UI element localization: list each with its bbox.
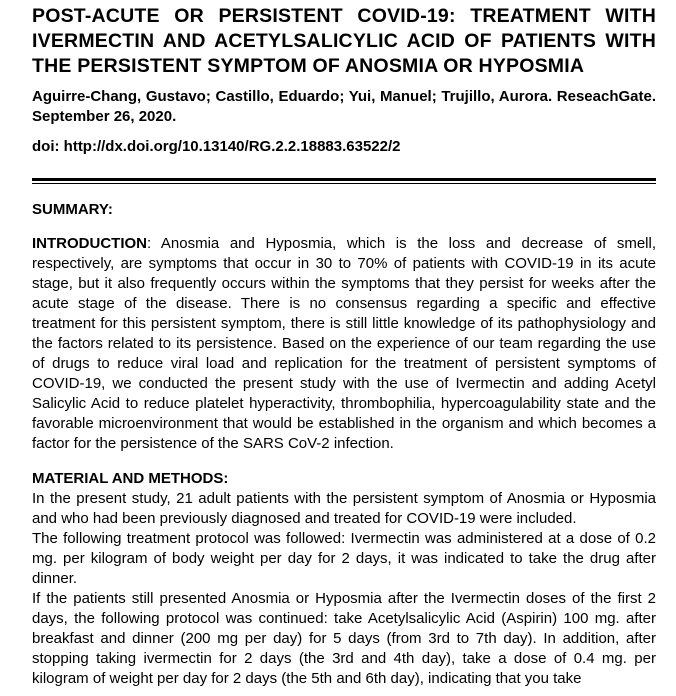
paper-page [32, 4, 656, 689]
methods-paragraph-2: The following treatment protocol was followed: Ivermectin was administered at a dose of 0.2 mg. per kilogram of body weight per day for 2 days, it was indicated to take the drug after dinner. [32, 530, 656, 587]
introduction-paragraph [32, 234, 656, 454]
header-divider-thick [32, 178, 656, 181]
methods-paragraph-1: In the present study, 21 adult patients with the persistent symptom of Anosmia or Hyposmia and who had been previously diagnosed and treated for COVID-19 were included. [32, 490, 656, 527]
methods-label: MATERIAL AND METHODS [32, 470, 224, 487]
doi-line: doi: http://dx.doi.org/10.13140/RG.2.2.18883.63522/2 [32, 138, 401, 155]
paper-title: POST-ACUTE OR PERSISTENT COVID-19: TREATMENT WITH IVERMECTIN AND ACETYLSALICYLIC ACID OF PATIENTS WITH THE PERSISTENT SYMPTOM OF ANOSMIA OR HYPOSMIA [32, 5, 656, 77]
header-divider-thin [32, 183, 656, 184]
introduction-label: INTRODUCTION [32, 235, 147, 252]
author-line: Aguirre-Chang, Gustavo; Castillo, Eduardo; Yui, Manuel; Trujillo, Aurora. ReseachGate. September 26, 2020. [32, 88, 656, 125]
methods-paragraph-3: If the patients still presented Anosmia or Hyposmia after the Ivermectin doses of the first 2 days, the following protocol was continued: take Acetylsalicylic Acid (Aspirin) 100 mg. after breakfast and dinner (200 mg per day) for 5 days (from 3rd to 7th day). In addition, after stopping taking ivermectin for 2 days (the 3rd and 4th day), take a dose of 0.4 mg. per kilogram of weight per day for 2 days (the 5th and 6th day), indicating that you take [32, 590, 656, 687]
methods-colon: : [223, 470, 229, 487]
methods-heading [32, 469, 656, 489]
introduction-text: : Anosmia and Hyposmia, which is the loss and decrease of smell, respectively, are symptoms that occur in 30 to 70% of patients with COVID-19 in its acute stage, but it also frequently occurs within the symptoms that they persist for weeks after the acute stage of the disease. There is no consensus regarding a specific and effective treatment for this persistent symptom, there is still little knowledge of its pathophysiology and the factors related to its persistence. Based on the experience of our team regarding the use of drugs to reduce viral load and replication for the treatment of persistent symptoms of COVID-19, we conducted the present study with the use of Ivermectin and adding Acetyl Salicylic Acid to reduce platelet hyperactivity, thrombophilia, hypercoagulability state and the favorable microenvironment that would be established in the organism and which becomes a factor for the persistence of the SARS CoV-2 infection. [32, 235, 656, 452]
summary-heading: SUMMARY: [32, 201, 113, 218]
